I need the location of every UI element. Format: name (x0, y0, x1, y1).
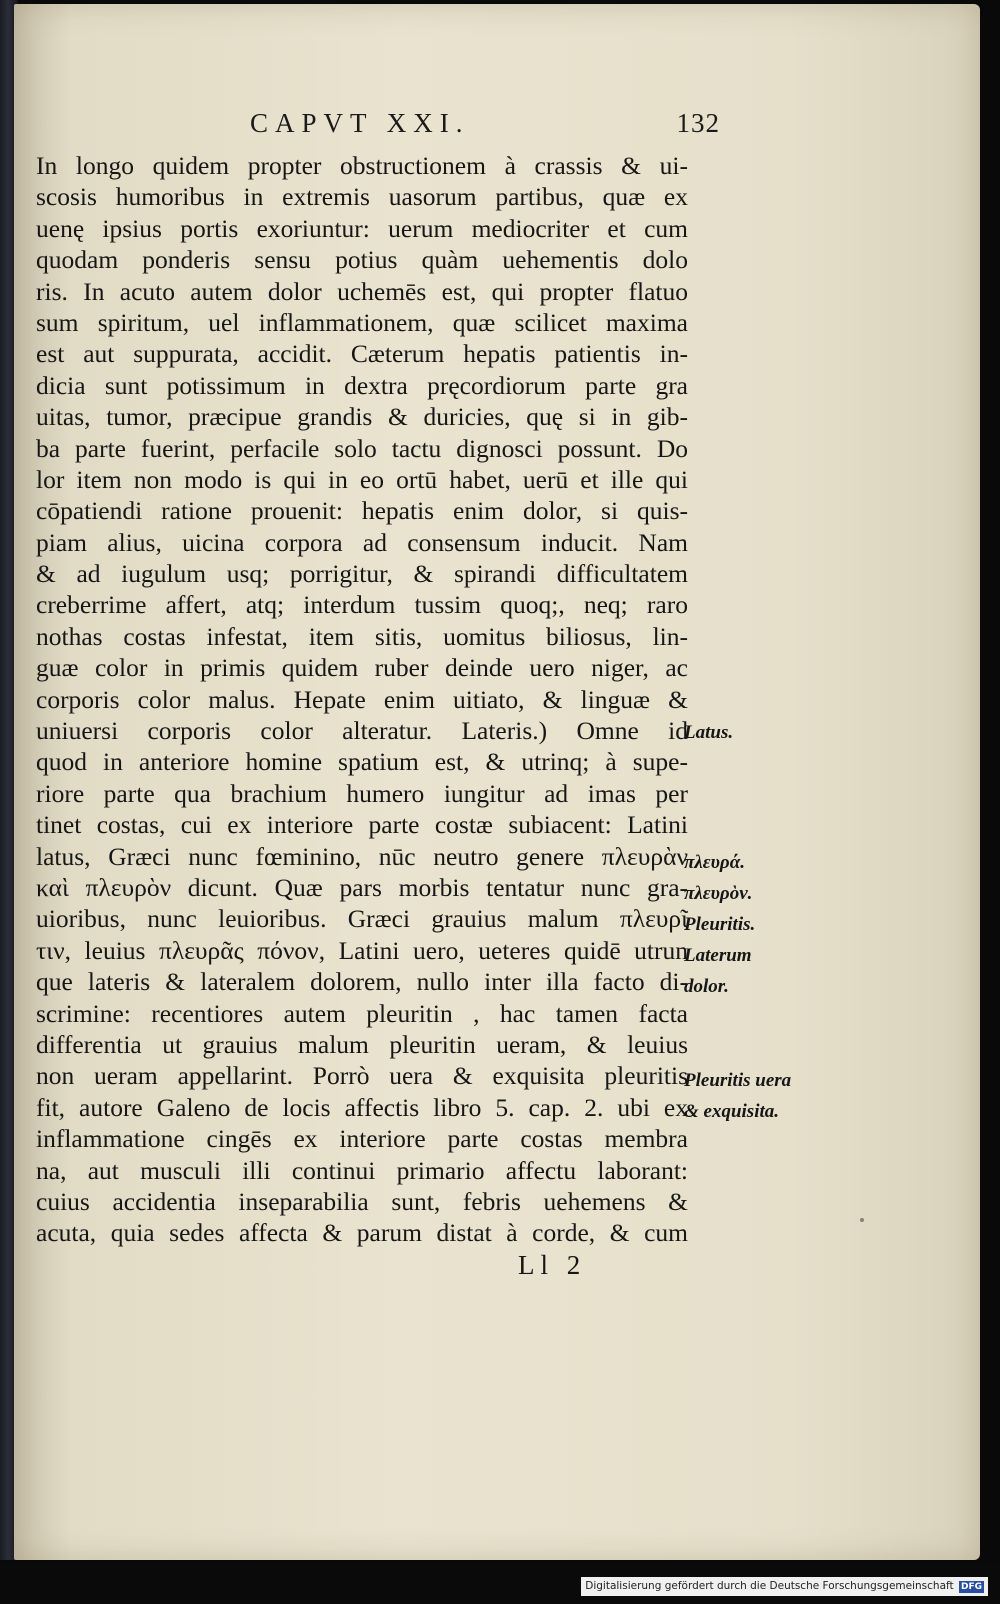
main-text-block (36, 150, 688, 1249)
text-line: guæ color in primis quidem ruber deinde uero niger, ac (36, 653, 688, 683)
digitization-credit (581, 1577, 988, 1596)
text-line: corporis color malus. Hepate enim uitiato, & linguæ & (36, 684, 688, 714)
text-line: fit, autore Galeno de locis affectis libro 5. cap. 2. ubi ex (36, 1092, 688, 1122)
text-line: differentia ut grauius malum pleuritin ueram, & leuius (36, 1029, 688, 1059)
margin-note: Laterum (684, 945, 752, 966)
text-line: inflammatione cingēs ex interiore parte costas membra (36, 1124, 688, 1154)
margin-note: Latus. (684, 722, 734, 743)
text-line: scosis humoribus in extremis uasorum partibus, quæ ex (36, 182, 688, 212)
chapter-title: CAPVT XXI. (250, 108, 470, 138)
text-line: dicia sunt potissimum in dextra pręcordiorum parte gra (36, 370, 688, 400)
dfg-logo: DFG (960, 1582, 982, 1592)
text-line: quodam ponderis sensu potius quàm uehementis dolo (36, 245, 688, 275)
text-line: piam alius, uicina corpora ad consensum inducit. Nam (36, 527, 688, 557)
running-header (250, 108, 720, 148)
credit-text: Digitalisierung gefördert durch die Deutsche Forschungsgemeinschaft (585, 1580, 954, 1592)
text-line: cuius accidentia inseparabilia sunt, febris uehemens & (36, 1186, 688, 1216)
text-line: est aut suppurata, accidit. Cæterum hepatis patientis in- (36, 339, 688, 369)
text-line: In longo quidem propter obstructionem à crassis & ui- (36, 151, 688, 180)
text-line: latus, Græci nunc fœminino, nūc neutro genere πλευρὰν (36, 841, 688, 871)
margin-note: πλευρὸν. (684, 883, 753, 904)
text-line: lor item non modo is qui in eo ortū habet, uerū et ille qui (36, 464, 688, 494)
text-line: na, aut musculi illi continui primario affectu laborant: (36, 1155, 688, 1185)
text-line: sum spiritum, uel inflammationem, quæ scilicet maxima (36, 307, 688, 337)
text-line: ba parte fuerint, perfacile solo tactu dignosci possunt. Do (36, 433, 688, 463)
text-line: scrimine: recentiores autem pleuritin , hac tamen facta (36, 998, 688, 1028)
text-line: καὶ πλευρὸν dicunt. Quæ pars morbis tentatur nunc gra- (36, 872, 688, 902)
text-line: τιν, leuius πλευρᾶς πόνον, Latini uero, ueteres quidē utrun (36, 935, 688, 965)
text-line: & ad iugulum usq; porrigitur, & spirandi difficultatem (36, 559, 688, 589)
signature-mark: Ll 2 (518, 1250, 587, 1280)
text-line: riore parte qua brachium humero iungitur ad imas per (36, 778, 688, 808)
text-line: cōpatiendi ratione prouenit: hepatis enim dolor, si quis- (36, 496, 688, 526)
margin-note: & exquisita. (684, 1101, 780, 1122)
text-line: que lateris & lateralem dolorem, nullo inter illa facto di- (36, 967, 688, 997)
text-line: uniuersi corporis color alteratur. Lateris.) Omne id (36, 716, 688, 746)
text-line: uitas, tumor, præcipue grandis & duricies, quę si in gib- (36, 402, 688, 432)
text-line: ris. In acuto autem dolor uchemēs est, qui propter flatuo (36, 276, 688, 306)
text-line: uenę ipsius portis exoriuntur: uerum mediocriter et cum (36, 213, 688, 243)
text-line: uioribus, nunc leuioribus. Græci grauius malum πλευρῖ (36, 904, 688, 934)
text-line: quod in anteriore homine spatium est, & utrinq; à supe- (36, 747, 688, 777)
paper-speck (860, 1218, 864, 1222)
margin-note: Pleuritis uera (684, 1070, 792, 1091)
margin-note: πλευρά. (684, 852, 745, 873)
page-number: 132 (676, 108, 720, 138)
text-line: nothas costas infestat, item sitis, uomitus biliosus, lin- (36, 621, 688, 651)
margin-note: Pleuritis. (684, 914, 756, 935)
text-line: non ueram appellarint. Porrò uera & exquisita pleuritis (36, 1061, 688, 1091)
text-line: creberrime affert, atq; interdum tussim quoq;, neq; raro (36, 590, 688, 620)
margin-note: dolor. (684, 976, 729, 997)
text-line: acuta, quia sedes affecta & parum distat à corde, & cum (36, 1218, 688, 1248)
text-line: tinet costas, cui ex interiore parte costæ subiacent: Latini (36, 810, 688, 840)
